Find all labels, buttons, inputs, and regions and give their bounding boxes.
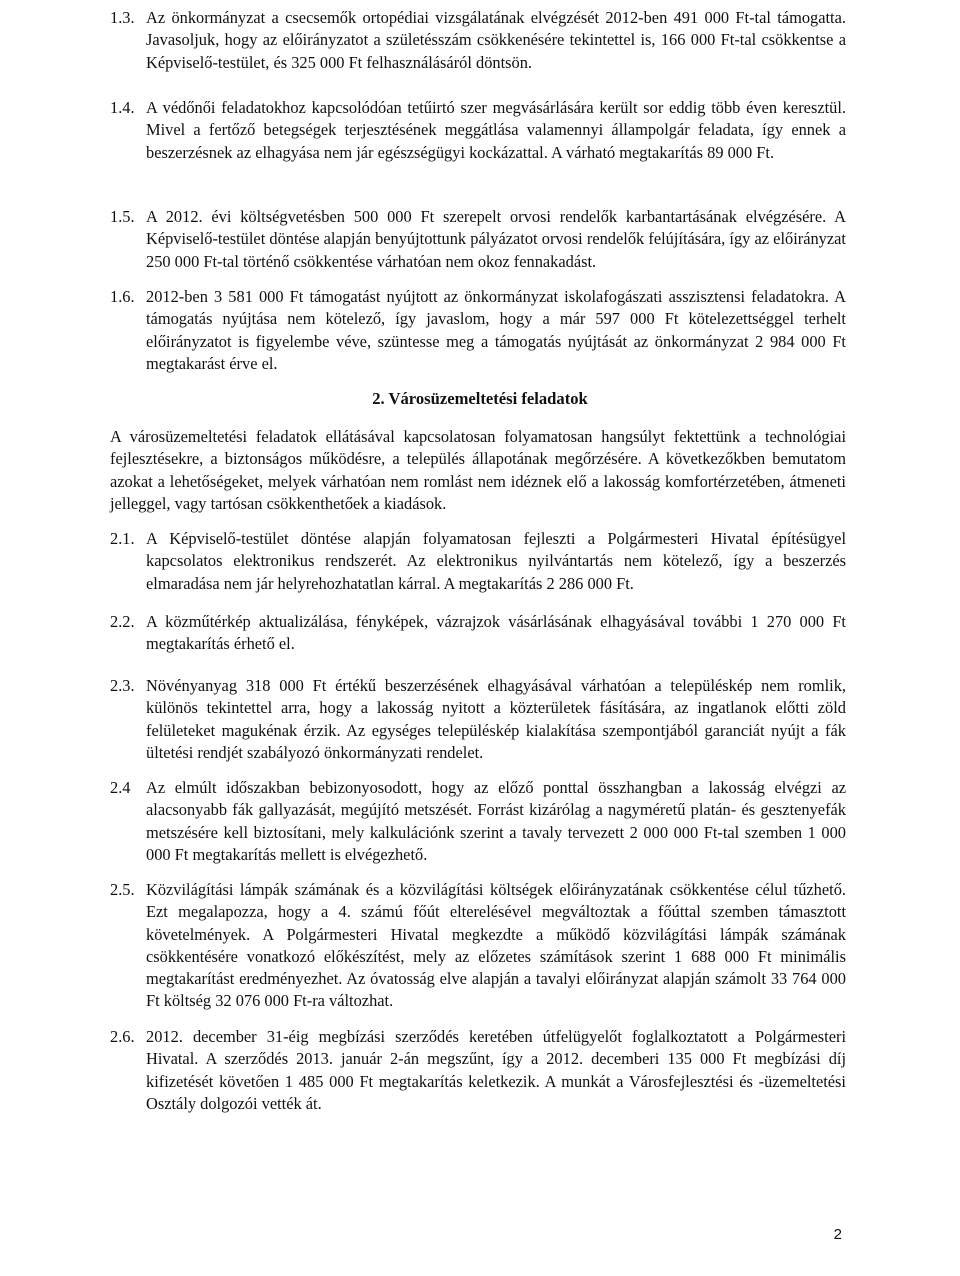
item-text: A Képviselő-testület döntése alapján folyamatosan fejleszti a Polgármesteri Hivatal építésügyel kapcsolatos elektronikus rendszerét. Az elektronikus nyilvántartás nem kötelező, így a beszerzés elmaradása nem jár helyrehozhatatlan kárral. A megtakarítás 2 286 000 Ft.	[146, 529, 846, 593]
item-1-4	[110, 97, 846, 164]
item-text: Növényanyag 318 000 Ft értékű beszerzésének elhagyásával várhatóan a településkép nem romlik, különös tekintettel arra, hogy a lakosság nyitott a közterületek fásítására, az ingatlanok előtti zöld felületeket magukénak érzik. Az egységes településkép kialakítása szempontjából garanciát nyújt a fák ültetési rendjét szabályozó önkormányzati rendelet.	[146, 676, 846, 762]
item-2-6	[110, 1026, 846, 1115]
item-number: 2.6.	[110, 1027, 135, 1046]
item-text: Közvilágítási lámpák számának és a közvilágítási költségek előirányzatának csökkentése célul tűzhető. Ezt megalapozza, hogy a 4. számú főút elterelésével megváltoztak a főúttal szemben támasztott követelmények. A Polgármesteri Hivatal megkezdte a működő közvilágítási lámpák számának csökkentésére vonatkozó előkészítést, mely az előzetes számítások szerint 1 688 000 Ft minimális megtakarítást eredményezhet. Az óvatosság elve alapján a tavalyi előirányzat alapján számolt 33 764 000 Ft költség 32 076 000 Ft-ra változhat.	[146, 880, 846, 1011]
item-number: 2.5.	[110, 880, 135, 899]
item-number: 1.3.	[110, 8, 135, 27]
item-text: A közműtérkép aktualizálása, fényképek, vázrajzok vásárlásának elhagyásával további 1 270 000 Ft megtakarítás érhető el.	[146, 612, 846, 654]
page-number: 2	[833, 1226, 842, 1243]
item-number: 1.6.	[110, 287, 135, 306]
item-text: Az önkormányzat a csecsemők ortopédiai vizsgálatának elvégzését 2012-ben 491 000 Ft-tal támogatta. Javasoljuk, hogy az előirányzatot a születésszám csökkenésére tekintettel is, 166 000 Ft-tal csökkentse a Képviselő-testület, és 325 000 Ft felhasználásáról döntsön.	[146, 8, 846, 72]
item-2-2	[110, 611, 846, 656]
item-text: Az elmúlt időszakban bebizonyosodott, hogy az előző ponttal összhangban a lakosság elvégzi az alacsonyabb fák gallyazását, megújító metszését. Forrást kizárólag a nagyméretű platán- és gesztenyefák metszésére kell biztosítani, mely kalkulációnk szerint a tavaly tervezett 2 000 000 Ft-tal szemben 1 000 000 Ft megtakarítás mellett is elvégezhető.	[146, 778, 846, 864]
item-text: 2012-ben 3 581 000 Ft támogatást nyújtott az önkormányzat iskolafogászati asszisztensi feladatokra. A támogatás nyújtása nem kötelező, így javaslom, hogy a már 597 000 Ft kötelezettséggel terhelt előirányzatot is figyelembe véve, szüntesse meg a támogatás nyújtását az önkormányzat 2 984 000 Ft megtakarást érve el.	[146, 287, 846, 373]
item-number: 2.1.	[110, 529, 135, 548]
item-1-3	[110, 7, 846, 74]
item-number: 2.3.	[110, 676, 135, 695]
item-text: 2012. december 31-éig megbízási szerződés keretében útfelügyelőt foglalkoztatott a Polgármesteri Hivatal. A szerződés 2013. január 2-án megszűnt, így a 2012. decemberi 135 000 Ft megbízási díj kifizetését követően 1 485 000 Ft megtakarítás keletkezik. A munkát a Városfejlesztési és -üzemeltetési Osztály dolgozói vették át.	[146, 1027, 846, 1113]
item-text: A 2012. évi költségvetésben 500 000 Ft szerepelt orvosi rendelők karbantartásának elvégzésére. A Képviselő-testület döntése alapján benyújtottunk pályázatot orvosi rendelők felújítására, így az előirányzat 250 000 Ft-tal történő csökkentése várhatóan nem okoz fennakadást.	[146, 207, 846, 271]
section-heading: 2. Városüzemeltetési feladatok	[372, 389, 588, 408]
section-intro: A városüzemeltetési feladatok ellátásával kapcsolatosan folyamatosan hangsúlyt fektettünk a technológiai fejlesztésekre, a biztonságos működésre, a település állapotának megőrzésére. A következőkben bemutatom azokat a lehetőségeket, melyek várhatóan nem romlást nem idéznek elő a lakosság komfortérzetében, átmeneti jelleggel, vagy tartósan csökkenthetőek a kiadások.	[110, 427, 846, 513]
item-number: 2.4	[110, 778, 131, 797]
item-1-5	[110, 206, 846, 273]
item-number: 1.4.	[110, 98, 135, 117]
item-2-4	[110, 777, 846, 866]
item-text: A védőnői feladatokhoz kapcsolódóan tetűirtó szer megvásárlására került sor eddig több éven keresztül. Mivel a fertőző betegségek terjesztésének meggátlása valamennyi állampolgár feladata, így ennek a beszerzésnek az elhagyása nem jár egészségügyi kockázattal. A várható megtakarítás 89 000 Ft.	[146, 98, 846, 162]
item-2-1	[110, 528, 846, 595]
item-2-3	[110, 675, 846, 764]
item-number: 1.5.	[110, 207, 135, 226]
item-number: 2.2.	[110, 612, 135, 631]
item-1-6	[110, 286, 846, 375]
item-2-5	[110, 879, 846, 1013]
